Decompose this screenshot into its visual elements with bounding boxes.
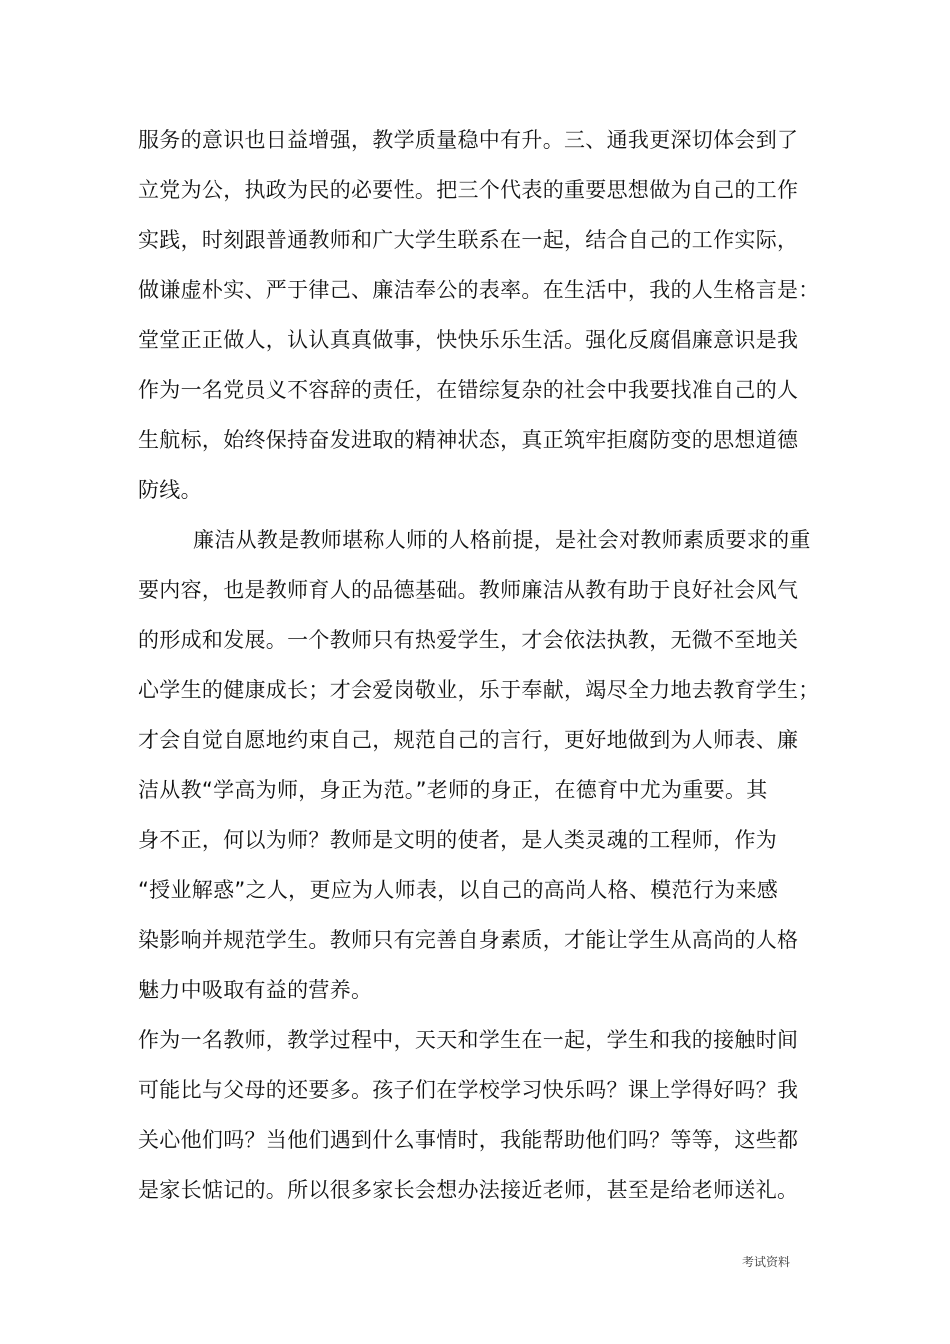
text-line: 立党为公，执政为民的必要性。把三个代表的重要思想做为自己的工作 <box>138 178 799 202</box>
text-line: 魅力中吸取有益的营养。 <box>138 978 373 1002</box>
text-line: 作为一名教师，教学过程中，天天和学生在一起，学生和我的接触时间 <box>138 1028 799 1052</box>
text-line: 才会自觉自愿地约束自己，规范自己的言行，更好地做到为人师表、廉 <box>138 728 799 752</box>
text-line: 染影响并规范学生。教师只有完善自身素质，才能让学生从高尚的人格 <box>138 928 799 952</box>
text-line: 生航标，始终保持奋发进取的精神状态，真正筑牢拒腐防变的思想道德 <box>138 428 799 452</box>
text-line: 做谦虚朴实、严于律己、廉洁奉公的表率。在生活中，我的人生格言是： <box>138 278 820 302</box>
text-line: 的形成和发展。一个教师只有热爱学生，才会依法执教，无微不至地关 <box>138 628 799 652</box>
text-line: 堂堂正正做人，认认真真做事，快快乐乐生活。强化反腐倡廉意识是我 <box>138 328 799 352</box>
text-line: 洁从教“学高为师，身正为范。”老师的身正，在德育中尤为重要。其 <box>138 778 768 802</box>
page-footer: 考试资料 <box>742 1255 791 1269</box>
text-line: 服务的意识也日益增强，教学质量稳中有升。三、通我更深切体会到了 <box>138 128 799 152</box>
text-line: 要内容，也是教师育人的品德基础。教师廉洁从教有助于良好社会风气 <box>138 578 799 602</box>
text-line: 是家长惦记的。所以很多家长会想办法接近老师，甚至是给老师送礼。 <box>138 1178 799 1202</box>
text-line: 心学生的健康成长；才会爱岗敬业，乐于奉献，竭尽全力地去教育学生； <box>138 678 820 702</box>
text-line: 防线。 <box>138 478 202 502</box>
text-line: 身不正，何以为师？教师是文明的使者，是人类灵魂的工程师，作为 <box>138 828 777 852</box>
text-line: 实践，时刻跟普通教师和广大学生联系在一起，结合自己的工作实际， <box>138 228 799 252</box>
text-line: 可能比与父母的还要多。孩子们在学校学习快乐吗？课上学得好吗？我 <box>138 1078 799 1102</box>
text-line: 廉洁从教是教师堪称人师的人格前提，是社会对教师素质要求的重 <box>193 528 811 552</box>
text-line: “授业解惑”之人，更应为人师表，以自己的高尚人格、模范行为来感 <box>138 878 779 902</box>
text-line: 作为一名党员义不容辞的责任，在错综复杂的社会中我要找准自己的人 <box>138 378 799 402</box>
text-line: 关心他们吗？当他们遇到什么事情时，我能帮助他们吗？等等，这些都 <box>138 1128 799 1152</box>
